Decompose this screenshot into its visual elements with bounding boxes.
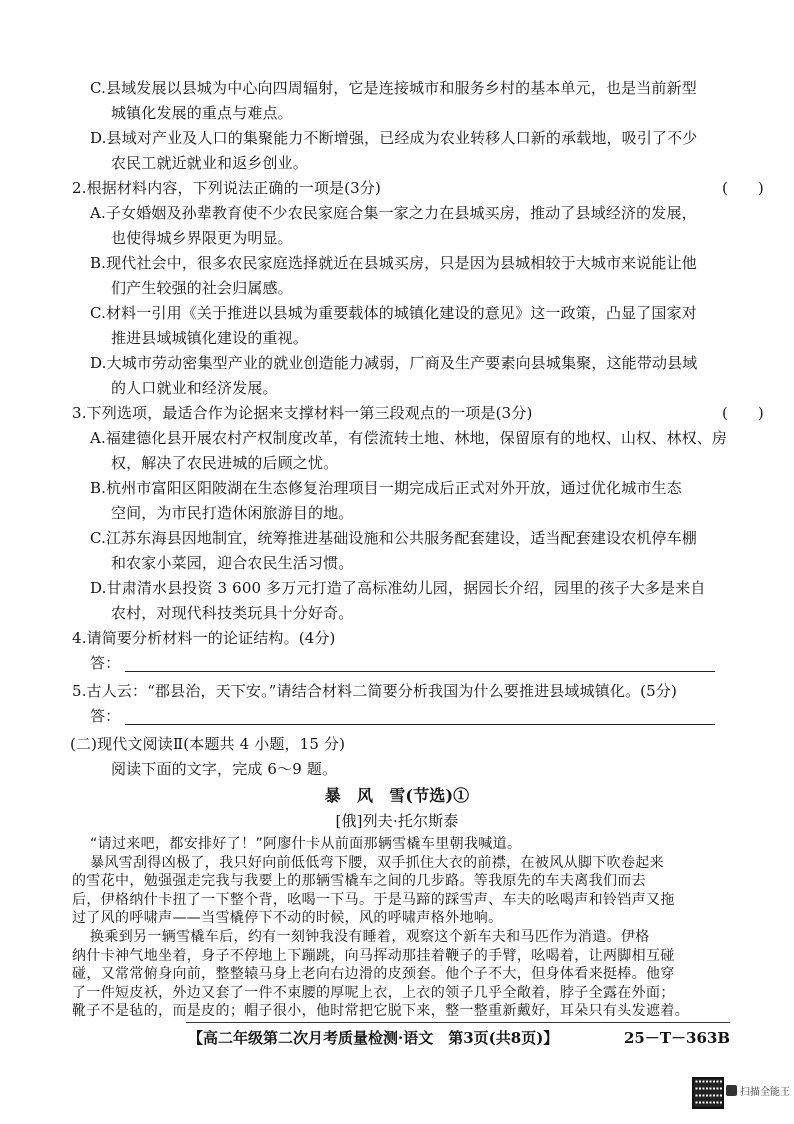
q4-stem: 4.请简要分析材料一的论证结构。(4分) (72, 629, 336, 647)
q2-option-d-cont: 的人口就业和经济发展。 (111, 379, 278, 397)
passage-paragraph-2-line: 后，伊格纳什卡扭了一下整个背，吆喝一下马。于是马蹄的踩雪声、车夫的吆喝声和铃铛声又拖 (72, 891, 675, 908)
footer-page-info: 【高二年级第二次月考质量检测·语文 第3页(共8页)】 (188, 1029, 559, 1047)
q4-answer-label: 答： (90, 654, 121, 672)
passage-paragraph-3-line: 纳什卡神气地坐着，身子不停地上下蹦跳，向马挥动那挂着鞭子的手臂，吆喝着，让两脚相互碰 (72, 947, 675, 964)
q2-answer-paren[interactable]: ( ) (722, 179, 764, 197)
passage-paragraph-2-line: 过了风的呼啸声——当雪橇停下不动的时候，风的呼啸声格外地响。 (72, 910, 503, 927)
qr-code-icon (692, 1077, 724, 1109)
q5-answer-line[interactable] (125, 724, 715, 725)
footer-rule (186, 1022, 730, 1023)
passage-paragraph-3: 换乘到另一辆雪橇车后，约有一刻钟我没有睡着，观察这个新车夫和马匹作为消遣。伊格 (90, 929, 650, 945)
q5-answer-label: 答： (90, 707, 121, 725)
passage-author: [俄]列夫·托尔斯泰 (335, 812, 459, 830)
passage-paragraph-2: 暴风雪刮得凶极了，我只好向前低低弯下腰，双手抓住大衣的前襟，在被风从脚下吹卷起来 (90, 854, 664, 871)
q2-option-d: D.大城市劳动密集型产业的就业创造能力减弱，厂商及生产要素向县城集聚，这能带动县域 (90, 354, 698, 372)
q3-answer-paren[interactable]: ( ) (722, 404, 764, 422)
q1-option-c-cont: 城镇化发展的重点与难点。 (111, 104, 293, 122)
passage-paragraph-2-line: 的雪花中，勉强强走完我与我要上的那辆雪橇车之间的几步路。等我原先的车夫离我们而去 (72, 873, 646, 890)
q3-option-b-cont: 空间，为市民打造休闲旅游目的地。 (111, 504, 354, 522)
q2-option-c-cont: 推进县域城镇化建设的重视。 (111, 329, 308, 347)
q2-stem: 2.根据材料内容，下列说法正确的一项是(3分) (72, 179, 382, 197)
q3-option-d-cont: 农村，对现代科技类玩具十分好奇。 (111, 604, 354, 622)
q2-option-b: B.现代社会中，很多农民家庭选择就近在县城买房，只是因为县城相较于大城市来说能让他 (90, 254, 697, 272)
passage-paragraph-3-line: 碰，又常常俯身向前，整整辕马身上老向右边滑的皮颈套。他个子不大，但身体看来挺棒。他穿 (72, 966, 675, 983)
section-instruction: 阅读下面的文字，完成 6～9 题。 (111, 760, 338, 778)
q3-option-b: B.杭州市富阳区阳陂湖在生态修复治理项目一期完成后正式对外开放，通过优化城市生态 (90, 479, 682, 497)
q3-option-d: D.甘肃清水县投资 3 600 多万元打造了高标准幼儿园，据园长介绍，园里的孩子大多是来自 (90, 579, 706, 597)
passage-paragraph-3-line: 了一件短皮袄，外边又套了一件不束腰的厚呢上衣，上衣的领子几乎全敞着，脖子全露在外面； (72, 984, 675, 1001)
q3-stem: 3.下列选项，最适合作为论据来支撑材料一第三段观点的一项是(3分) (72, 404, 533, 422)
q1-option-d: D.县域对产业及人口的集聚能力不断增强，已经成为农业转移人口新的承载地，吸引了不少 (90, 129, 698, 147)
q1-option-c: C.县域发展以县城为中心向四周辐射，它是连接城市和服务乡村的基本单元，也是当前新型 (90, 79, 697, 97)
q4-answer-line[interactable] (125, 671, 715, 672)
footer-code: 25－T－363B (624, 1029, 731, 1047)
q2-option-b-cont: 们产生较强的社会归属感。 (111, 279, 293, 297)
q2-option-a-cont: 也使得城乡界限更为明显。 (111, 229, 293, 247)
passage-paragraph-1: “请过来吧，都安排好了！”阿廖什卡从前面那辆雪橇车里朝我喊道。 (90, 836, 522, 852)
passage-title: 暴 风 雪(节选)① (324, 786, 470, 805)
q1-option-d-cont: 农民工就近就业和返乡创业。 (111, 154, 308, 172)
scanner-logo-icon (726, 1085, 737, 1096)
q5-stem: 5.古人云：“郡县治，天下安。”请结合材料二简要分析我国为什么要推进县域城镇化。(5分) (72, 682, 677, 700)
q3-option-a-cont: 权，解决了农民进城的后顾之忧。 (111, 454, 339, 472)
section-header: (二)现代文阅读Ⅱ(本题共 4 小题，15 分) (70, 735, 346, 753)
scanner-watermark-label: 扫描全能王 (740, 1087, 790, 1098)
q2-option-c: C.材料一引用《关于推进以县城为重要载体的城镇化建设的意见》这一政策，凸显了国家对 (90, 304, 697, 322)
q2-option-a: A.子女婚姻及孙辈教育使不少农民家庭合集一家之力在县城买房，推动了县域经济的发展， (90, 204, 697, 222)
passage-paragraph-3-line: 靴子不是毡的，而是皮的；帽子很小，他时常把它脱下来，整一整重新戴好，耳朵只有头发遮着。 (72, 1003, 690, 1020)
q3-option-c: C.江苏东海县因地制宜，统筹推进基础设施和公共服务配套建设，适当配套建设农机停车棚 (90, 529, 697, 547)
q3-option-a: A.福建德化县开展农村产权制度改革，有偿流转土地、林地，保留原有的地权、山权、林权、房 (90, 429, 728, 447)
q3-option-c-cont: 和农家小菜园，迎合农民生活习惯。 (111, 554, 354, 572)
